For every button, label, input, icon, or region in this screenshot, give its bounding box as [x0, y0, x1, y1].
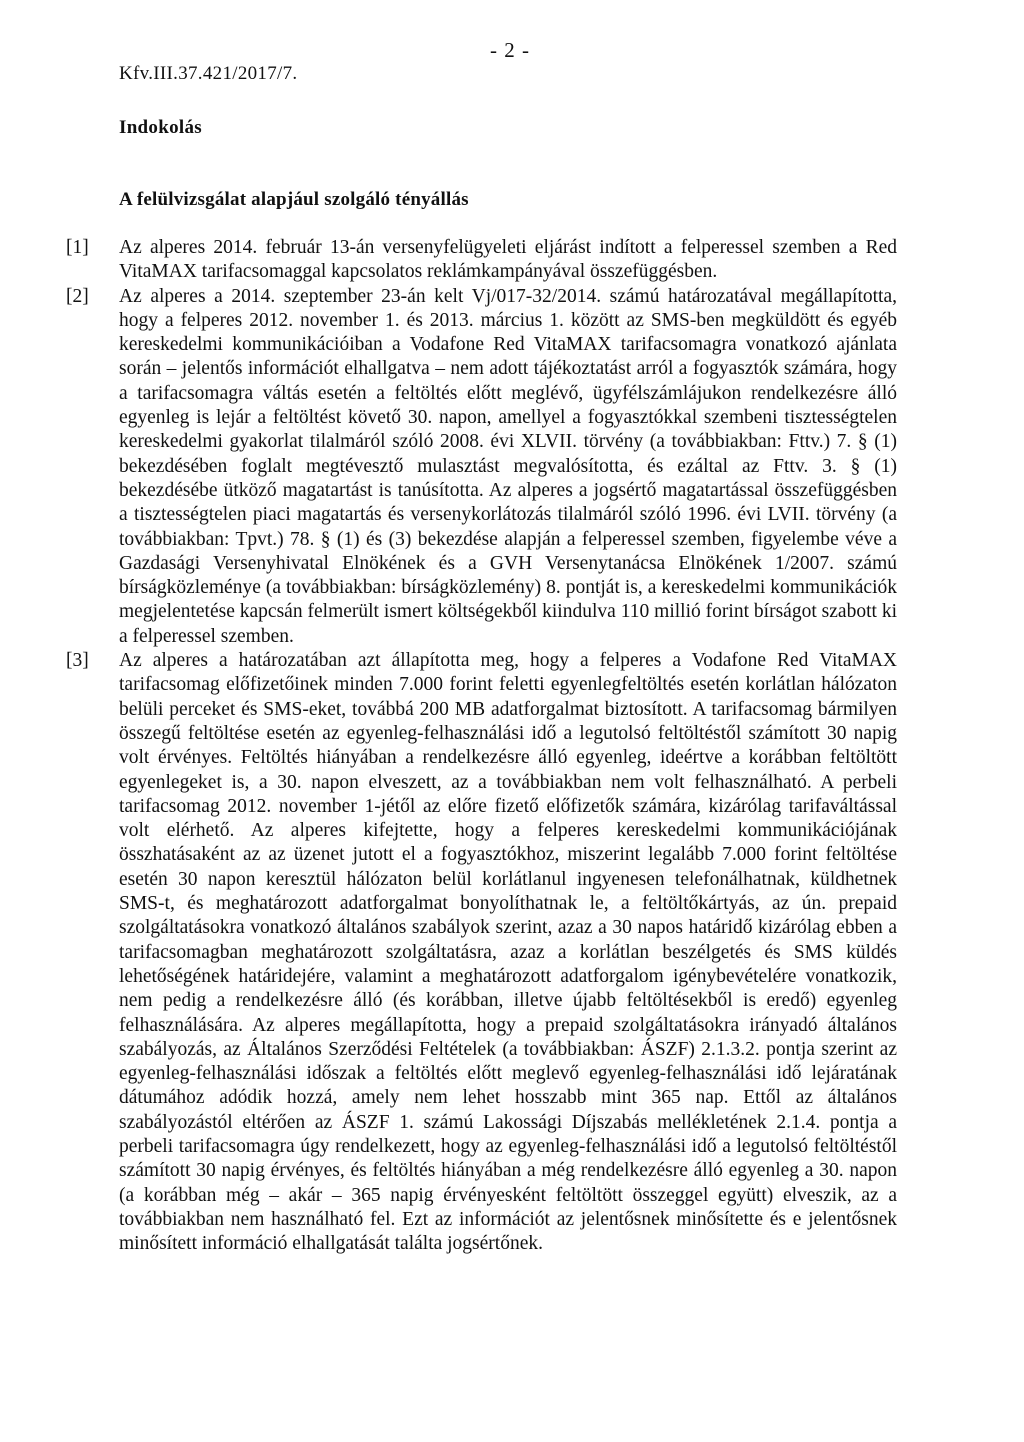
paragraph-number: [1]	[66, 237, 89, 258]
page-number: - 2 -	[490, 38, 530, 62]
section-title: Indokolás	[119, 117, 202, 138]
paragraph-text: Az alperes 2014. február 13-án versenyfelügyeleti eljárást indított a felperessel szemben a Red VitaMAX tarifacsomaggal kapcsolatos reklámkampányával összefüggésben.	[119, 237, 897, 283]
paragraph-number: [2]	[66, 285, 89, 307]
paragraph-text: Az alperes a 2014. szeptember 23-án kelt Vj/017-32/2014. számú határozatával megállapította, hogy a felperes 2012. november 1. és 2013. március 1. között az SMS-ben megküldött és egyéb kereskedelmi kommunikációiban a Vodafone Red VitaMAX tarifacsomagra vonatkozó ajánlata során – jelentős információt elhallgatva – nem adott tájékoztatást arról a fogyasztók számára, hogy a tarifacsomagra váltás esetén a feltöltés előtt meglévő, ügyfélszámlájukon rendelkezésre álló egyenleg is lejár a feltöltést követő 30. napon, amellyel a fogyasztókkal szembeni tisztességtelen kereskedelmi gyakorlat tilalmáról szóló 2008. évi XLVII. törvény (a továbbiakban: Fttv.) 7. § (1) bekezdésében foglalt megtévesztő mulasztást megvalósította, és ezáltal az Fttv. 3. § (1) bekezdésébe ütköző magatartást is tanúsította. Az alperes a jogsértő magatartással összefüggésben a tisztességtelen piaci magatartás és versenykorlátozás tilalmáról szóló 1996. évi LVII. törvény (a továbbiakban: Tpvt.) 78. § (1) és (3) bekezdése alapján a felperessel szemben, figyelembe véve a Gazdasági Versenyhivatal Elnökének és a GVH Versenytanácsa Elnökének 1/2007. számú bírságközleménye (a továbbiakban: bírságközlemény) 8. pontját is, a kereskedelmi kommunikációk megjelentetése kapcsán felmerült ismert költségekből kiindulva 110 millió forint bírságot szabott ki a felperessel szemben.	[119, 285, 897, 647]
subsection-title: A felülvizsgálat alapjául szolgáló tényállás	[119, 189, 469, 210]
paragraph-number: [3]	[66, 650, 89, 672]
paragraph-3	[0, 649, 1024, 1256]
paragraph-text: Az alperes a határozatában azt állapította meg, hogy a felperes a Vodafone Red VitaMAX tarifacsomag előfizetőinek minden 7.000 forint feletti egyenlegfeltöltés esetén korlátlan hálózaton belüli perceket és SMS-eket, továbbá 200 MB adatforgalmat biztosított. A tarifacsomag bármilyen összegű feltöltése esetén az egyenleg-felhasználási idő a legutolsó feltöltéstől számított 30 napig volt érvényes. Feltöltés hiányában a rendelkezésre álló egyenleg, ideértve a korábban feltöltött egyenlegeket is, a 30. napon elveszett, az a továbbiakban nem volt felhasználható. A perbeli tarifacsomag 2012. november 1-jétől az előre fizető előfizetők számára, kizárólag tarifaváltással volt elérhető. Az alperes kifejtette, hogy a felperes kereskedelmi kommunikációjának összhatásaként az az üzenet jutott el a fogyasztókhoz, miszerint legalább 7.000 forint feltöltése esetén 30 napon keresztül hálózaton belül korlátlanul ingyenesen telefonálhatnak, küldhetnek SMS-t, és meghatározott adatforgalmat bonyolíthatnak le, a feltöltőkártyás, az ún. prepaid szolgáltatásokra vonatkozó általános szabályok szerint, azaz a 30 napos határidő kizárólag ebben a tarifacsomagban meghatározott szolgáltatásra, azaz a korlátlan beszélgetés és SMS küldés lehetőségének határidejére, valamint a meghatározott adatforgalom igénybevételére vonatkozik, nem pedig a rendelkezésre álló (és korábban, illetve újabb feltöltésekből is eredő) egyenleg felhasználására. Az alperes megállapította, hogy a prepaid szolgáltatásokra irányadó általános szabályozás, az Általános Szerződési Feltételek (a továbbiakban: ÁSZF) 2.1.3.2. pontja szerint az egyenleg-felhasználási időszak a feltöltés előtt meglevő egyenleg-felhasználási idő lejáratának dátumához adódik hozzá, amely nem lehet hosszabb mint 365 nap. Ettől az általános szabályozástól eltérően az ÁSZF 1. számú Lakossági Díjszabás mellékletének 2.1.4. pontja a perbeli tarifacsomagra úgy rendelkezett, hogy az egyenleg-felhasználási idő a legutolsó feltöltéstől számított 30 napig érvényes, és feltöltés hiányában a még rendelkezésre álló egyenleg a 30. napon (a korábban még – akár – 365 napig érvényesként feltöltött összeggel együtt) elveszik, az a továbbiakban nem használható fel. Ezt az információt az jelentősnek minősítette és e jelentősnek minősített információ elhallgatását találta jogsértőnek.	[119, 650, 897, 1255]
paragraph-2	[0, 285, 1024, 649]
paragraph-list	[0, 236, 1024, 1256]
case-number: Kfv.III.37.421/2017/7.	[119, 63, 298, 84]
paragraph-1	[0, 236, 1024, 285]
